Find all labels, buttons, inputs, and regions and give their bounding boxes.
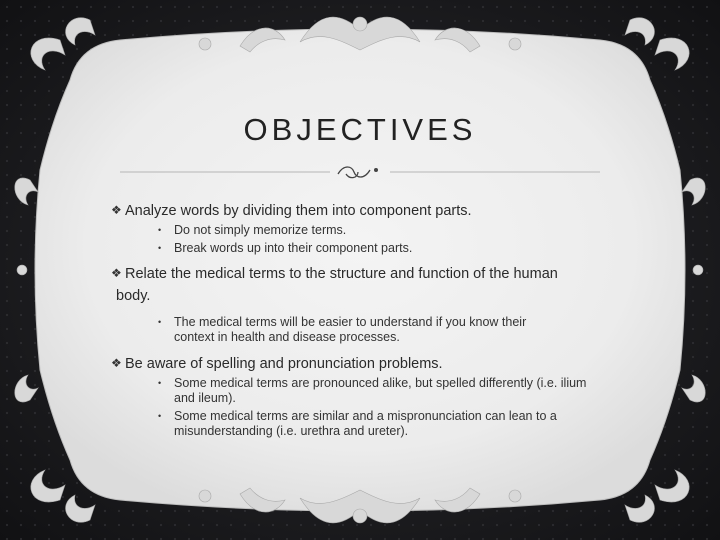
objectives-list — [111, 200, 636, 442]
objective-item: ❖ Be aware of spelling and pronunciation problems. — [116, 353, 636, 375]
flourish-divider-icon — [0, 158, 720, 190]
objective-item: ❖ Relate the medical terms to the structure and function of the human — [116, 263, 636, 285]
objective-item: ❖ Analyze words by dividing them into component parts. — [116, 200, 636, 222]
objective-item-continuation: body. — [116, 288, 151, 304]
sub-bullet: • Do not simply memorize terms. — [158, 223, 347, 237]
sub-bullet: • Break words up into their component parts. — [158, 241, 413, 255]
sub-bullet-list — [158, 223, 636, 256]
sub-bullet-list — [158, 376, 608, 439]
diamond-bullet-icon: ❖ — [111, 203, 122, 217]
sub-bullet: • The medical terms will be easier to understand if you know their context in health and disease processes. — [158, 315, 527, 344]
diamond-bullet-icon: ❖ — [111, 266, 122, 280]
slide-title: OBJECTIVES — [243, 112, 477, 147]
sub-bullet: • Some medical terms are pronounced alike, but spelled differently (i.e. ilium and ileum). — [158, 376, 587, 405]
sub-bullet-list — [158, 315, 568, 345]
sub-bullet: • Some medical terms are similar and a mispronunciation can lean to a misunderstanding (i.e. urethra and ureter). — [158, 409, 557, 438]
diamond-bullet-icon: ❖ — [111, 356, 122, 370]
